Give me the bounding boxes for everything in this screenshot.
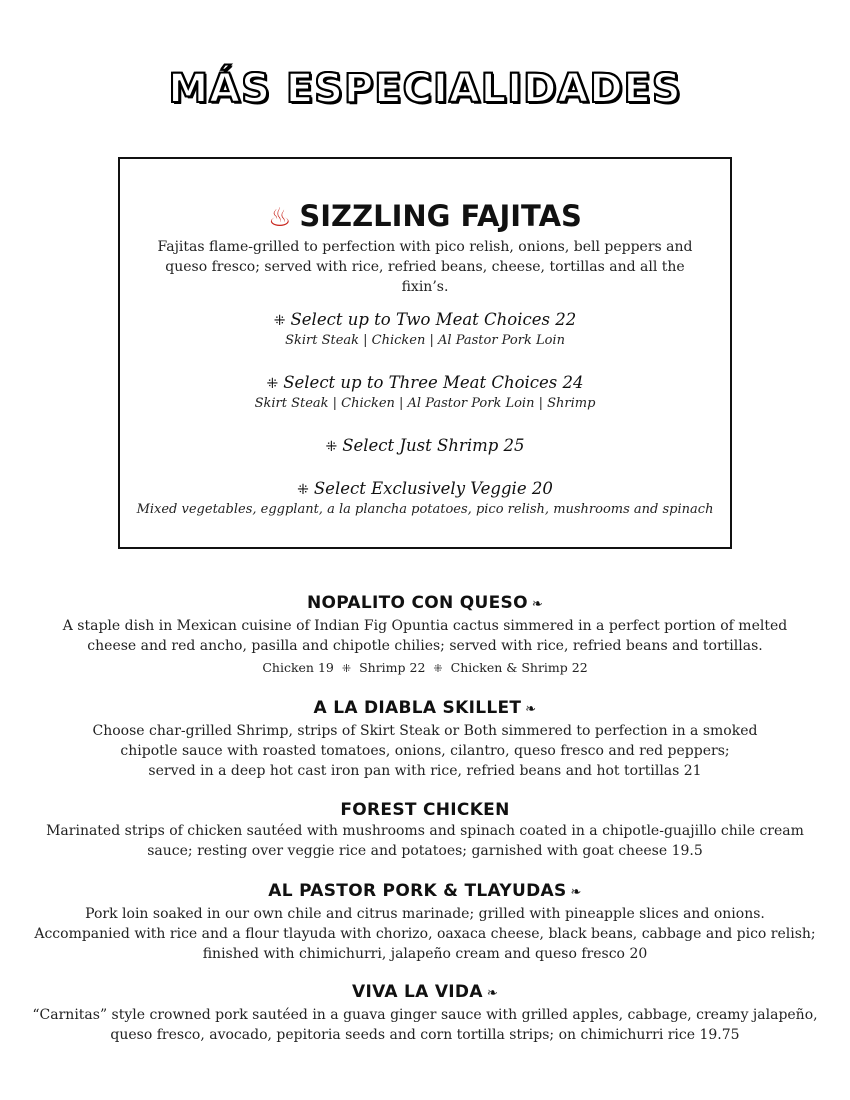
fajitas-description-line: queso fresco; served with rice, refried beans, cheese, tortillas and all the fixin’s. — [165, 259, 685, 295]
dish-title — [0, 592, 850, 616]
dish-description-line: A staple dish in Mexican cuisine of Indian Fig Opuntia cactus simmered in a perfect portion of melted — [62, 618, 788, 634]
dish-description — [0, 616, 850, 656]
fajitas-title: SIZZLING FAJITAS — [299, 199, 582, 233]
leaf-ornament-icon: ❧ — [525, 702, 537, 717]
star-marker-icon: ⁜ — [297, 482, 309, 498]
fajita-choice-title: Select up to Three Meat Choices 24 — [283, 373, 584, 392]
star-marker-icon: ⁜ — [433, 662, 443, 675]
dish-description-line: Pork loin soaked in our own chile and citrus marinade; grilled with pineapple slices and onions. — [85, 906, 765, 922]
leaf-ornament-icon: ❧ — [531, 597, 544, 612]
dish-description-line: cheese and red ancho, pasilla and chipotle chilies; served with rice, refried beans and tortillas. — [87, 638, 763, 654]
fajita-choice — [120, 435, 730, 458]
price-option: Chicken 19 — [262, 660, 334, 675]
star-marker-icon: ⁜ — [266, 376, 279, 392]
fajita-choice — [120, 372, 730, 413]
hot-springs-icon: ♨ — [268, 203, 292, 233]
fajita-choice — [120, 478, 730, 519]
dish-title-text: FOREST CHICKEN — [340, 800, 510, 820]
star-marker-icon: ⁜ — [341, 662, 352, 675]
dish-description-line: queso fresco, avocado, pepitoria seeds and corn tortilla strips; on chimichurri rice 19.75 — [110, 1027, 740, 1043]
dish-description-line: Choose char-grilled Shrimp, strips of Skirt Steak or Both simmered to perfection in a smoked — [92, 723, 758, 739]
fajita-choice — [120, 309, 730, 350]
fajitas-heading — [120, 197, 730, 235]
price-option: Chicken & Shrimp 22 — [450, 660, 588, 675]
fajitas-description-line: Fajitas flame-grilled to perfection with pico relish, onions, bell peppers and — [157, 239, 693, 255]
dish-description — [0, 821, 850, 861]
star-marker-icon: ⁜ — [273, 313, 286, 329]
dish-description — [0, 721, 850, 781]
page-title: MÁS ESPECIALIDADES — [168, 66, 682, 112]
fajita-choice-title: Select Exclusively Veggie 20 — [313, 479, 553, 498]
dish-title — [0, 799, 850, 821]
dish-description-line: finished with chimichurri, jalapeño cream and queso fresco 20 — [202, 946, 648, 962]
dish-description-line: Accompanied with rice and a flour tlayuda with chorizo, oaxaca cheese, black beans, cabbage and pico relish; — [34, 926, 816, 942]
dish-price-options — [0, 659, 850, 678]
price-option: Shrimp 22 — [359, 660, 426, 675]
dish-title — [0, 697, 850, 721]
dish-description-line: Marinated strips of chicken sautéed with mushrooms and spinach coated in a chipotle-guajillo chile cream — [46, 823, 804, 839]
dish-description — [0, 1005, 850, 1045]
fajita-choice-title: Select Just Shrimp 25 — [342, 436, 525, 455]
dish-title — [0, 981, 850, 1005]
fajita-choice-options: Skirt Steak | Chicken | Al Pastor Pork Loin | Shrimp — [254, 396, 596, 411]
dish-a-la-diabla-skillet — [0, 697, 850, 781]
dish-nopalito-con-queso — [0, 592, 850, 678]
fajitas-description — [120, 237, 730, 297]
dish-viva-la-vida — [0, 981, 850, 1045]
dish-title-text: A LA DIABLA SKILLET — [313, 698, 522, 718]
leaf-ornament-icon: ❧ — [570, 885, 582, 900]
fajita-choice-title: Select up to Two Meat Choices 22 — [290, 310, 577, 329]
dish-description-line: sauce; resting over veggie rice and potatoes; garnished with goat cheese 19.5 — [147, 843, 703, 859]
leaf-ornament-icon: ❧ — [486, 986, 499, 1001]
dish-title-text: AL PASTOR PORK & TLAYUDAS — [268, 881, 567, 901]
fajita-choice-options: Skirt Steak | Chicken | Al Pastor Pork Loin — [285, 333, 565, 348]
dish-description — [0, 904, 850, 964]
dish-title-text: NOPALITO CON QUESO — [306, 593, 528, 613]
dish-title — [0, 880, 850, 904]
dish-forest-chicken — [0, 799, 850, 861]
fajita-choice-options: Mixed vegetables, eggplant, a la plancha potatoes, pico relish, mushrooms and spinach — [136, 502, 714, 517]
dish-description-line: “Carnitas” style crowned pork sautéed in a guava ginger sauce with grilled apples, cabbage, creamy jalapeño, — [32, 1007, 818, 1023]
dish-description-line: served in a deep hot cast iron pan with rice, refried beans and hot tortillas 21 — [148, 763, 702, 779]
dish-al-pastor-pork-tlayudas — [0, 880, 850, 964]
dish-title-text: VIVA LA VIDA — [351, 982, 483, 1002]
dish-description-line: chipotle sauce with roasted tomatoes, onions, cilantro, queso fresco and red peppers; — [120, 743, 730, 759]
star-marker-icon: ⁜ — [325, 439, 338, 455]
sizzling-fajitas-box — [118, 157, 732, 549]
